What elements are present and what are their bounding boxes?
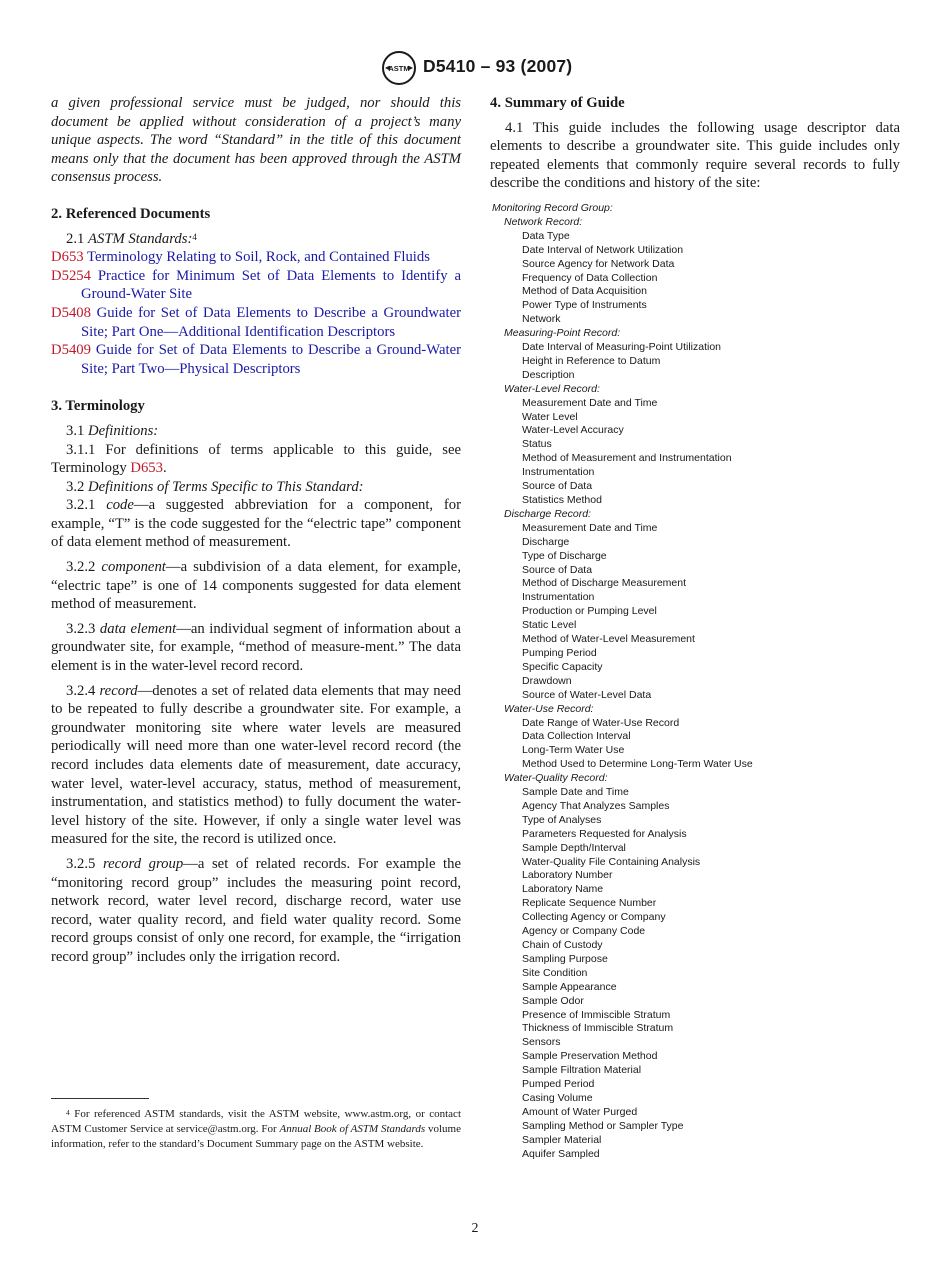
definition-record-group: 3.2.5 record group—a set of related records. For example the “monitoring record group” includes the measuring point record, network record, water level record, discharge record, water use record, water quality record, and field water quality record. Some record groups consist of only one record, for example, the “irrigation record group” includes only the irrigation record. (51, 855, 461, 965)
definition-code: 3.2.1 code—a suggested abbreviation for a component, for example, “T” is the code suggested for the “electric tape” component of data element method of measurement. (51, 497, 462, 551)
reference-d5409[interactable] (51, 341, 461, 378)
data-element-item: Specific Capacity (522, 660, 603, 673)
data-element-item: Sample Appearance (522, 980, 617, 993)
reference-d5408[interactable] (51, 304, 461, 341)
reference-code[interactable]: D5409 (51, 342, 91, 359)
record-group-heading: Monitoring Record Group: (492, 201, 613, 214)
data-element-item: Date Interval of Network Utilization (522, 243, 684, 256)
data-element-item: Instrumentation (522, 466, 595, 479)
data-element-item: Parameters Requested for Analysis (522, 827, 687, 840)
section-3-1: 3.1 Definitions: (66, 422, 159, 439)
record-heading: Discharge Record: (504, 507, 591, 520)
data-element-item: Date Interval of Measuring-Point Utilization (522, 341, 722, 354)
data-element-item: Aquifer Sampled (522, 1147, 600, 1160)
data-element-item: Replicate Sequence Number (522, 897, 657, 910)
record-heading: Water-Quality Record: (504, 772, 608, 785)
reference-title[interactable]: Terminology Relating to Soil, Rock, and Contained Fluids (83, 249, 430, 266)
page-number: 2 (471, 1221, 479, 1236)
data-element-item: Long-Term Water Use (522, 744, 625, 757)
data-element-item: Laboratory Number (522, 869, 613, 882)
reference-d5254[interactable] (51, 267, 461, 304)
data-element-item: Source of Water-Level Data (522, 688, 652, 701)
section-3-heading: 3. Terminology (51, 398, 145, 415)
data-element-item: Casing Volume (522, 1091, 593, 1104)
section-3-2: 3.2 Definitions of Terms Specific to This Standard: (66, 478, 364, 495)
data-element-item: Thickness of Immiscible Stratum (522, 1022, 674, 1035)
data-element-item: Method of Water-Level Measurement (522, 633, 695, 646)
astm-logo-icon (381, 50, 417, 86)
scope-continuation: a given professional service must be judged, nor should this document be applied without consideration of a project’s many unique aspects. The word “Standard” in the title of this document means only that the document has been approved through the ASTM consensus process. (51, 95, 461, 186)
data-element-item: Water-Quality File Containing Analysis (522, 855, 701, 868)
data-element-item: Power Type of Instruments (522, 299, 647, 312)
definition-component: 3.2.2 component—a subdivision of a data element, for example, “electric tape” is one of 14 components suggested for data element method of measurement. (51, 559, 461, 613)
data-element-item: Water Level (522, 410, 578, 423)
left-column (51, 94, 461, 967)
record-heading: Water-Use Record: (504, 702, 594, 715)
document-designation: D5410 – 93 (2007) (423, 56, 573, 76)
data-element-item: Water-Level Accuracy (522, 424, 624, 437)
data-element-item: Height in Reference to Datum (522, 354, 661, 367)
data-element-item: Production or Pumping Level (522, 605, 657, 618)
data-element-item: Network (522, 313, 561, 326)
footnote-4: $^4$ For referenced ASTM standards, visit the ASTM website, www.astm.org, or contact ASTM Customer Service at service@astm.org. For Annual Book of ASTM Standards volume information, refer to the standard’s Document Summary page on the ASTM website. (51, 1108, 461, 1150)
data-element-item: Sample Depth/Interval (522, 841, 626, 854)
data-element-item: Sample Odor (522, 994, 584, 1007)
footnote-ref[interactable]: 4 (192, 231, 197, 242)
data-element-item: Collecting Agency or Company (522, 911, 666, 924)
data-element-item: Data Type (522, 229, 570, 242)
data-element-item: Source of Data (522, 563, 593, 576)
data-element-item: Source of Data (522, 480, 593, 493)
data-element-item: Sampler Material (522, 1133, 602, 1146)
reference-title[interactable]: Guide for Set of Data Elements to Describe a Groundwater Site; Part One—Additional Identification Descriptors (81, 304, 461, 340)
data-element-list (490, 202, 900, 1162)
reference-code[interactable]: D5408 (51, 304, 91, 321)
data-element-item: Pumping Period (522, 646, 597, 659)
data-element-item: Source Agency for Network Data (522, 257, 675, 270)
section-2-heading: 2. Referenced Documents (51, 205, 211, 222)
data-element-item: Sensors (522, 1036, 561, 1049)
data-element-item: Description (522, 368, 575, 381)
data-element-item: Agency or Company Code (522, 925, 646, 938)
data-element-item: Method Used to Determine Long-Term Water Use (522, 758, 753, 771)
data-element-item: Sample Filtration Material (522, 1064, 642, 1077)
data-element-item: Agency That Analyzes Samples (522, 799, 670, 812)
data-element-item: Instrumentation (522, 591, 595, 604)
data-element-item: Site Condition (522, 966, 588, 979)
data-element-item: Method of Measurement and Instrumentation (522, 452, 732, 465)
section-2-1: 2.1 ASTM Standards:$^4$ (66, 230, 197, 247)
reference-title[interactable]: Practice for Minimum Set of Data Elements to Identify a Ground-Water Site (81, 267, 461, 303)
data-element-item: Data Collection Interval (522, 730, 631, 743)
data-element-item: Pumped Period (522, 1078, 595, 1091)
section-3-1-1: 3.1.1 For definitions of terms applicable to this guide, see Terminology D653. (51, 441, 461, 477)
reference-title[interactable]: Guide for Set of Data Elements to Describe a Ground-Water Site; Part Two—Physical Descriptors (81, 342, 461, 377)
data-element-item: Method of Discharge Measurement (522, 577, 686, 590)
data-element-item: Drawdown (522, 674, 572, 687)
data-element-item: Measurement Date and Time (522, 521, 658, 534)
data-element-item: Status (522, 438, 552, 451)
footnote-divider (51, 1098, 149, 1099)
data-element-item: Sampling Purpose (522, 952, 608, 965)
record-heading: Water-Level Record: (504, 382, 600, 395)
right-column (490, 94, 900, 1162)
data-element-item: Static Level (522, 619, 577, 632)
record-heading: Measuring-Point Record: (504, 327, 621, 340)
section-4-heading: 4. Summary of Guide (490, 95, 625, 111)
referenced-documents-list (51, 248, 461, 378)
data-element-item: Laboratory Name (522, 883, 604, 896)
data-element-item: Type of Analyses (522, 813, 602, 826)
d653-link[interactable]: D653 (130, 460, 163, 477)
reference-code[interactable]: D5254 (51, 267, 91, 284)
data-element-item: Method of Data Acquisition (522, 285, 647, 298)
data-element-item: Date Range of Water-Use Record (522, 716, 680, 729)
page-header (0, 50, 950, 86)
data-element-item: Presence of Immiscible Stratum (522, 1008, 671, 1021)
data-element-item: Sampling Method or Sampler Type (522, 1119, 684, 1132)
data-element-item: Amount of Water Purged (522, 1105, 638, 1118)
data-element-item: Frequency of Data Collection (522, 271, 658, 284)
data-element-item: Measurement Date and Time (522, 396, 658, 409)
definition-record: 3.2.4 record—denotes a set of related data elements that may need to be repeated to fully describe a groundwater site. For example, a groundwater monitoring site where water levels are measured periodically will need more than one water-level record record (the record includes data elements date of measurement, date accuracy, water level, water-level accuracy, status, method of measurement, instrumentation, and statistics method) to fully document the water-level history of the site. However, if only a single water level was measured for the site, the record is utilized once. (51, 682, 462, 848)
data-element-item: Statistics Method (522, 494, 602, 506)
definition-data-element: 3.2.3 data element—an individual segment of information about a groundwater site, for example, “method of measure-ment.” The data element is in the water-level record record. (51, 620, 462, 675)
data-element-item: Discharge (522, 535, 570, 548)
reference-code[interactable]: D653 (51, 249, 84, 266)
section-4-1: 4.1 This guide includes the following usage descriptor data elements to describe a groundwater site. This guide includes only repeated elements that commonly require several records to fully describe the conditions and history of the site: (490, 119, 900, 192)
data-element-item: Type of Discharge (522, 549, 607, 562)
svg-text:ASTM: ASTM (388, 64, 410, 73)
data-element-item: Sample Preservation Method (522, 1050, 658, 1063)
data-element-item: Chain of Custody (522, 939, 603, 951)
reference-d653[interactable] (51, 248, 461, 267)
record-heading: Network Record: (504, 215, 583, 228)
data-element-item: Sample Date and Time (522, 786, 629, 799)
